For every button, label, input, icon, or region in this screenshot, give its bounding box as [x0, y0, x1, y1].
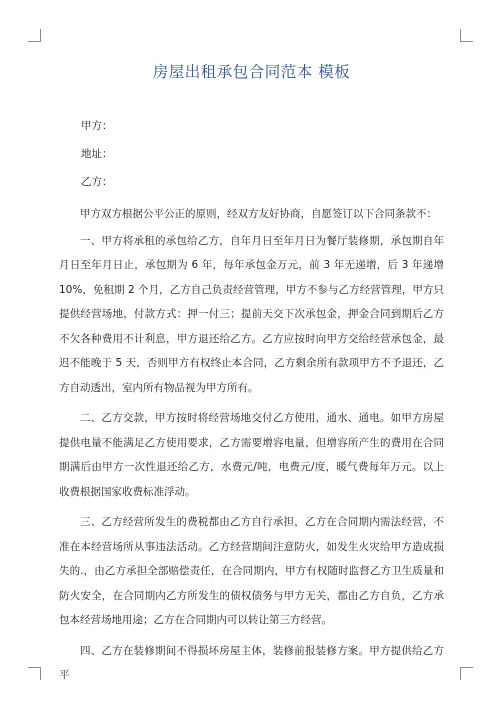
crop-mark-bottom-right	[460, 667, 473, 680]
address-field: 地址：	[81, 148, 113, 160]
clause-2: 二、乙方交款，甲方按时将经营场地交付乙方使用，通水、通电。如甲方房屋提供电量不能满足乙方使用要求，乙方需要增容电量，但增容所产生的费用在合同期满后由甲方一次性退还给乙方，水费元/吨，电费元/度，暖气费每年万元。以上收费根据国家收费标准浮动。	[59, 412, 444, 498]
crop-mark-top-right	[460, 29, 473, 42]
intro-paragraph: 甲方双方根据公平公正的原则，经双方友好协商，自愿签订以下合同条款不：	[80, 208, 437, 220]
crop-mark-top-left	[28, 29, 41, 42]
document-title: 房屋出租承包合同范本 模板	[152, 63, 351, 81]
clause-1: 一、甲方将承租的承包给乙方，自年月日至年月日为餐厅装修期，承包期自年月日至年月日止，承包期为 6 年，每年承包金万元，前 3 年无递增，后 3 年递增 10%，免租期 2 个月，乙方自己负责经营管理，甲方不参与乙方经营管理，甲方只提供经营场地，付款方式：押一付三；提前天交下次承包金，押金合同到期后乙方不欠各种费用不计利息，甲方退还给乙方。乙方应按时向甲方交给经营承包金，最迟不能晚于 5 天，否则甲方有权终止本合同，乙方剩余所有款项甲方不予退还，乙方自动透出，室内所有物品视为甲方所有。	[59, 234, 444, 394]
party-b-field: 乙方：	[81, 176, 113, 188]
crop-mark-bottom-left	[28, 667, 41, 680]
party-a-field: 甲方：	[81, 120, 113, 132]
document-page	[59, 60, 444, 694]
clause-3: 三、乙方经营所发生的费税都由乙方自行承担，乙方在合同期内需法经营，不准在本经营场所从事违法活动。乙方经营期间注意防火，如发生火灾给甲方造成损失的.，由乙方承担全部赔偿责任，在合同期内，甲方有权随时监督乙方卫生质量和防火安全，在合同期内乙方所发生的债权债务与甲方无关，都由乙方自负，乙方承包本经营场地用途；乙方在合同期内可以转让第三方经营。	[59, 516, 444, 626]
clause-4: 四、乙方在装修期间不得损坏房屋主体，装修前报装修方案。甲方提供给乙方平	[59, 644, 444, 681]
